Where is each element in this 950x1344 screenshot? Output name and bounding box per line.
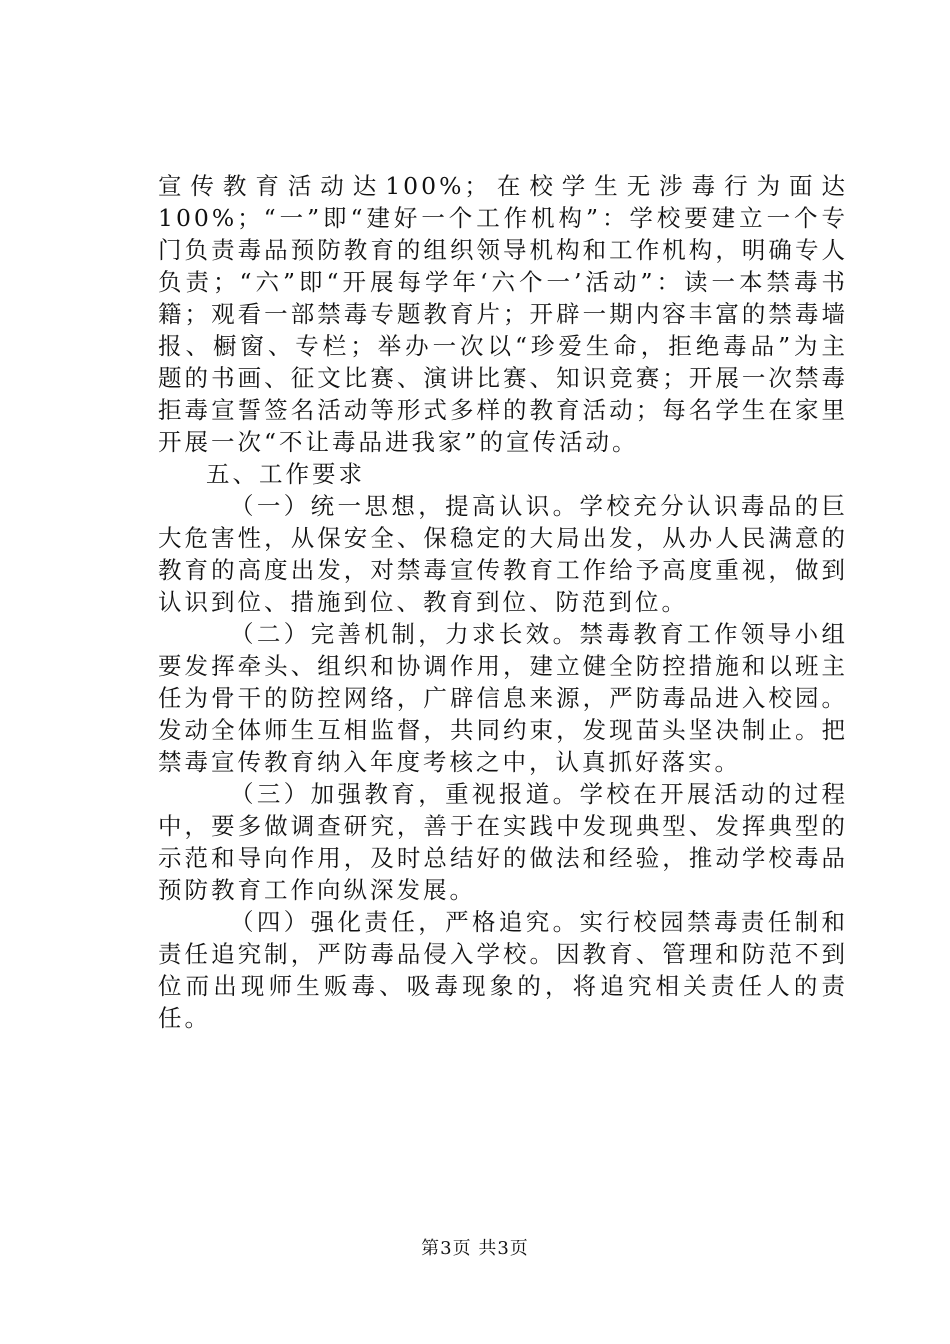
paragraph-requirement-1: （一）统一思想，提高认识。学校充分认识毒品的巨大危害性，从保安全、保稳定的大局出发，从办人民满意的教育的高度出发，对禁毒宣传教育工作给予高度重视，做到认识到位、措施到位、教育到位、防范到位。 [158, 492, 848, 616]
section-heading-work-requirements: 五、工作要求 [206, 460, 365, 488]
paragraph-activity-goals: 宣传教育活动达100%；在校学生无涉毒行为面达100%；“一”即“建好一个工作机构”：学校要建立一个专门负责毒品预防教育的组织领导机构和工作机构，明确专人负责；“六”即“开展每学年‘六个一’活动”：读一本禁毒书籍；观看一部禁毒专题教育片；开辟一期内容丰富的禁毒墙报、橱窗、专栏；举办一次以“珍爱生命，拒绝毒品”为主题的书画、征文比赛、演讲比赛、知识竞赛；开展一次禁毒拒毒宣誓签名活动等形式多样的教育活动；每名学生在家里开展一次“不让毒品进我家”的宣传活动。 [158, 172, 848, 456]
paragraph-requirement-3: （三）加强教育，重视报道。学校在开展活动的过程中，要多做调查研究，善于在实践中发现典型、发挥典型的示范和导向作用，及时总结好的做法和经验，推动学校毒品预防教育工作向纵深发展。 [158, 780, 848, 904]
page-number-footer: 第3页 共3页 [421, 1238, 529, 1259]
paragraph-requirement-4: （四）强化责任，严格追究。实行校园禁毒责任制和责任追究制，严防毒品侵入学校。因教育、管理和防范不到位而出现师生贩毒、吸毒现象的，将追究相关责任人的责任。 [158, 908, 848, 1032]
document-body [158, 170, 848, 1034]
paragraph-requirement-2: （二）完善机制，力求长效。禁毒教育工作领导小组要发挥牵头、组织和协调作用，建立健全防控措施和以班主任为骨干的防控网络，广辟信息来源，严防毒品进入校园。发动全体师生互相监督，共同约束，发现苗头坚决制止。把禁毒宣传教育纳入年度考核之中，认真抓好落实。 [158, 620, 848, 776]
